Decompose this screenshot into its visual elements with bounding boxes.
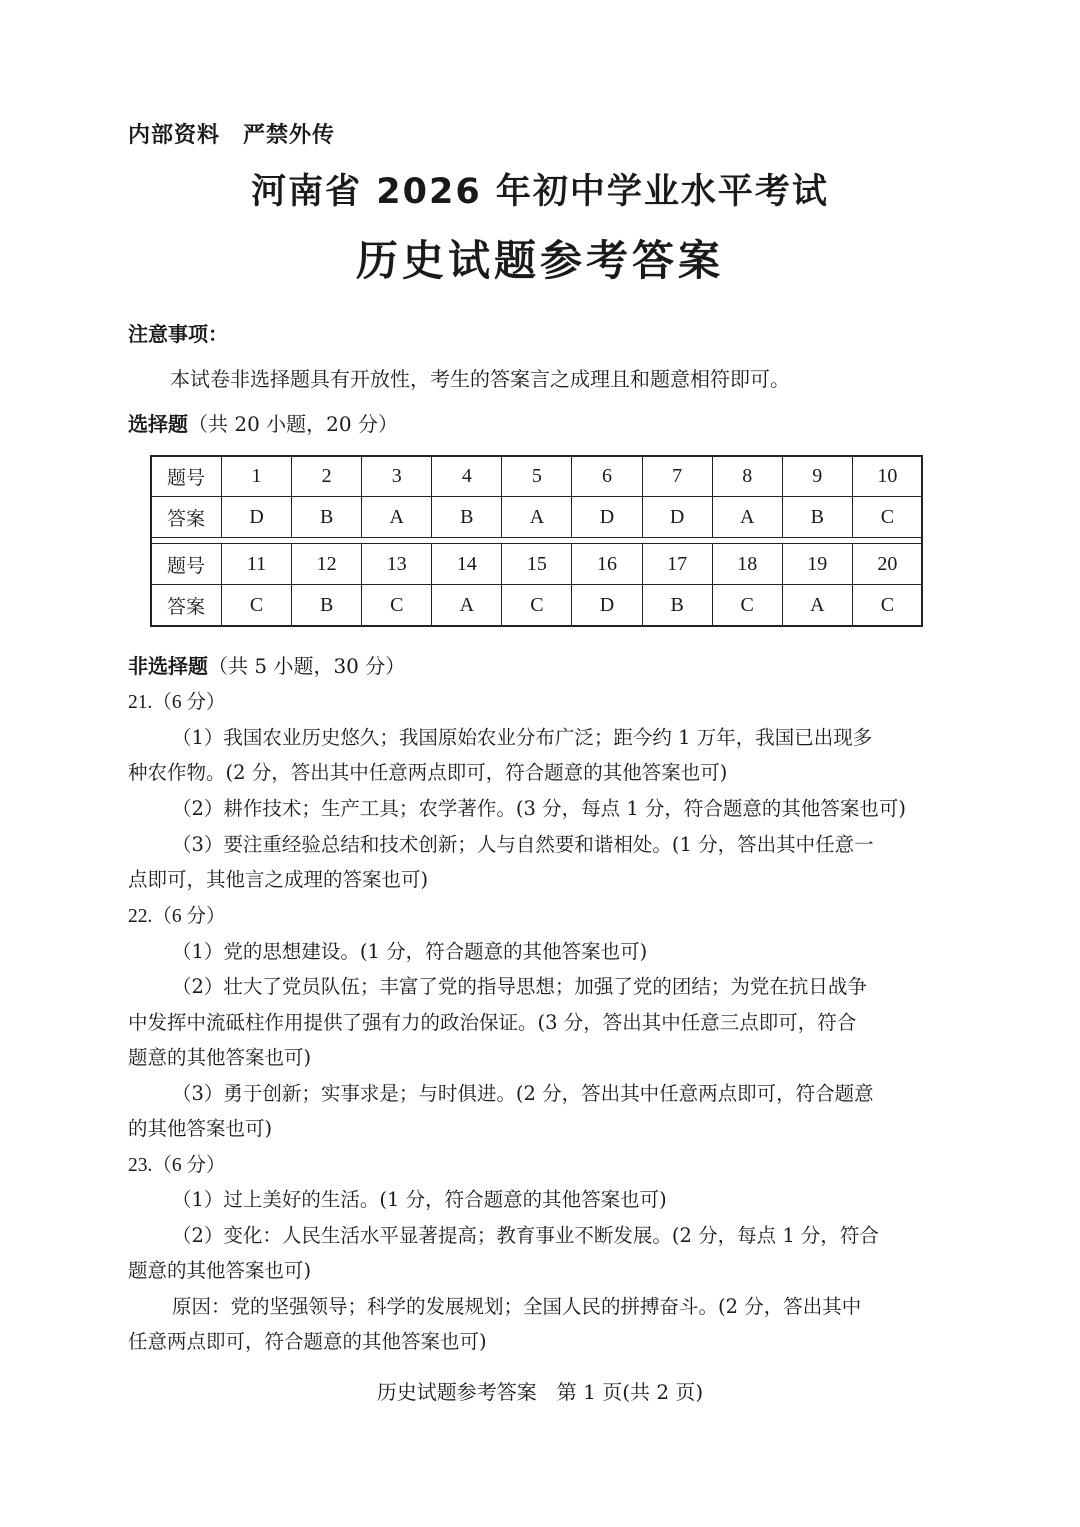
answer-cell: B [432,497,502,538]
nonchoice-heading-label: 非选择题 [128,654,208,678]
row-label-question: 题号 [151,456,222,497]
question-number: 1 [222,456,292,497]
notice-body: 本试卷非选择题具有开放性，考生的答案言之成理且和题意相符即可。 [170,367,790,391]
paper-title: 历史试题参考答案 [355,236,724,285]
page-footer: 历史试题参考答案 第 1 页(共 2 页) [376,1380,704,1404]
answer-cell: C [852,585,922,626]
exam-title: 河南省 2026 年初中学业水平考试 [251,172,829,212]
question-number: 20 [852,544,922,585]
answer-cell: B [292,585,362,626]
table-row [151,585,923,626]
answer-cell: C [222,585,292,626]
nonchoice-heading-count: （共 5 小题，30 分） [208,654,406,678]
question-21-heading: 21.（6 分） [128,692,226,713]
answer-cell: D [572,497,642,538]
internal-use-label: 内部资料 严禁外传 [128,123,336,148]
answer-line: 中发挥中流砥柱作用提供了强有力的政治保证。(3 分，答出其中任意三点即可，符合 [128,1011,857,1034]
answer-line: 题意的其他答案也可) [128,1046,312,1069]
question-number: 11 [222,544,292,585]
table-row [151,497,923,538]
row-label-answer: 答案 [151,585,222,626]
answer-line: 点即可，其他言之成理的答案也可) [128,868,429,891]
answer-cell: B [292,497,362,538]
answer-line: （1）我国农业历史悠久；我国原始农业分布广泛；距今约 1 万年，我国已出现多 [172,726,873,749]
answer-cell: D [642,497,712,538]
choice-heading-label: 选择题 [128,412,188,436]
answer-cell: C [362,585,432,626]
answer-cell: C [852,497,922,538]
answer-cell: A [432,585,502,626]
question-number: 10 [852,456,922,497]
answer-line: 种农作物。(2 分，答出其中任意两点即可，符合题意的其他答案也可) [128,761,728,784]
answer-line: （3）要注重经验总结和技术创新；人与自然要和谐相处。(1 分，答出其中任意一 [172,833,874,856]
answer-line: 题意的其他答案也可) [128,1259,312,1282]
question-number: 7 [642,456,712,497]
answer-line: （2）耕作技术；生产工具；农学著作。(3 分，每点 1 分，符合题意的其他答案也可) [172,797,907,820]
answer-cell: B [642,585,712,626]
question-number: 9 [782,456,852,497]
answer-cell: D [572,585,642,626]
answer-cell: A [712,497,782,538]
question-number: 17 [642,544,712,585]
question-number: 4 [432,456,502,497]
question-number: 2 [292,456,362,497]
table-row [151,544,923,585]
answer-line: 任意两点即可，符合题意的其他答案也可) [128,1330,487,1353]
answer-line: （1）党的思想建设。(1 分，符合题意的其他答案也可) [172,940,648,963]
row-label-answer: 答案 [151,497,222,538]
answer-line: （2）变化：人民生活水平显著提高；教育事业不断发展。(2 分，每点 1 分，符合 [172,1224,879,1247]
notice-heading: 注意事项： [128,322,228,346]
question-number: 12 [292,544,362,585]
question-number: 18 [712,544,782,585]
row-label-question: 题号 [151,544,222,585]
table-row [151,456,923,497]
question-number: 19 [782,544,852,585]
answer-cell: A [782,585,852,626]
answer-table-2 [150,543,923,626]
question-number: 13 [362,544,432,585]
answer-cell: D [222,497,292,538]
choice-heading-count: （共 20 小题，20 分） [188,412,398,436]
question-number: 8 [712,456,782,497]
choice-section-heading [128,408,398,437]
answer-cell: A [362,497,432,538]
answer-table-1 [150,455,923,538]
question-number: 3 [362,456,432,497]
question-number: 6 [572,456,642,497]
answer-cell: C [502,585,572,626]
question-number: 14 [432,544,502,585]
question-23-heading: 23.（6 分） [128,1155,226,1176]
answer-line: 的其他答案也可) [128,1117,273,1140]
answer-cell: B [782,497,852,538]
question-22-heading: 22.（6 分） [128,906,226,927]
question-number: 15 [502,544,572,585]
question-number: 5 [502,456,572,497]
answer-cell: A [502,497,572,538]
question-number: 16 [572,544,642,585]
nonchoice-section-heading [128,650,405,679]
answer-line: （2）壮大了党员队伍；丰富了党的指导思想；加强了党的团结；为党在抗日战争 [172,975,867,998]
answer-line: 原因：党的坚强领导；科学的发展规划；全国人民的拼搏奋斗。(2 分，答出其中 [172,1295,862,1318]
answer-line: （1）过上美好的生活。(1 分，符合题意的其他答案也可) [172,1188,667,1211]
answer-cell: C [712,585,782,626]
answer-line: （3）勇于创新；实事求是；与时俱进。(2 分，答出其中任意两点即可，符合题意 [172,1082,874,1105]
